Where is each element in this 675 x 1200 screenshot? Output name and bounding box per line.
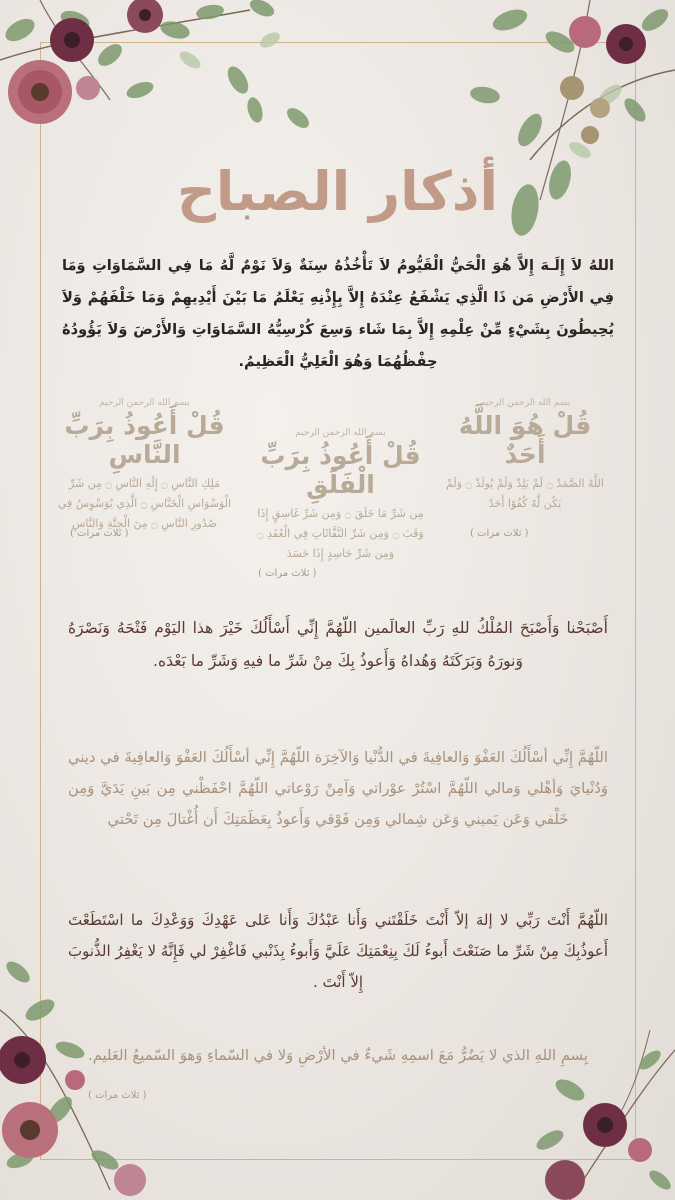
- surah-falaq-heading: قُلْ أَعُوذُ بِرَبِّ الْفَلَقِ: [260, 441, 421, 499]
- surah-falaq-block: [248, 428, 433, 564]
- surah-ikhlas-count: ( ثلاث مرات ): [470, 528, 529, 539]
- ayat-al-kursi-text: اللهُ لاَ إِلَـهَ إِلاَّ هُوَ الْحَيُّ الْقَيُّومُ لاَ تَأْخُذُهُ سِنَةٌ وَلاَ نَوْمٌ لَّهُ مَا فِي السَّمَاوَاتِ وَمَا فِي الأَرْضِ مَن ذَا الَّذِي يَشْفَعُ عِنْدَهُ إِلاَّ بِإِذْنِهِ يَعْلَمُ مَا بَيْنَ أَيْدِيهِمْ وَمَا خَلْفَهُمْ وَلاَ يُحِيطُونَ بِشَيْءٍ مِّنْ عِلْمِهِ إِلاَّ بِمَا شَاء وَسِعَ كُرْسِيُّهُ السَّمَاوَاتِ وَالأَرْضَ وَلاَ يَؤُودُهُ حِفْظُهُمَا وَهُوَ الْعَلِيُّ الْعَظِيمُ.: [62, 257, 614, 370]
- dua-sayyid-istighfar-text: اللّهُمَّ أَنْتَ رَبِّي لا إلهَ إلاّ أَنْتَ خَلَقْتَني وَأَنا عَبْدُكَ وَأَنا عَلى عَهْدِكَ وَوَعْدِكَ ما اسْتَطَعْتَ أَعوذُبِكَ مِنْ شَرِّ ما صَنَعْتَ أَبوءُ لَكَ بِنِعْمَتِكَ عَلَيَّ وَأَبوءُ بِذَنْبي فَاغْفِرْ لي فَإِنَّهُ لا يَغْفِرُ الذُّنوبَ إِلاّ أَنْتَ .: [68, 911, 608, 991]
- surah-falaq-verses: مِن شَرِّ مَا خَلَقَ ۝ وَمِن شَرِّ غَاسِقٍ إِذَا وَقَبَ ۝ وَمِن شَرِّ النَّفَّاثَاتِ فِي الْعُقَدِ ۝ وَمِن شَرِّ حَاسِدٍ إِذَا حَسَدَ: [257, 506, 424, 560]
- surah-nas-heading: قُلْ أَعُوذُ بِرَبِّ النَّاسِ: [64, 411, 225, 469]
- dua-bismillah-text: بِسمِ اللهِ الذي لا يَضُرُّ مَعَ اسمِهِ شَيءٌ في الأرْضِ وَلا في السّماءِ وَهوَ السّميعُ العَليم.: [88, 1047, 588, 1064]
- dua-afiya-text: اللّهُمَّ إِنِّي أسْأَلُكَ العَفْوَ وَالعافِيةَ في الدُّنْيا وَالآخِرَة اللّهُمَّ إِنِّي أسْأَلُكَ العَفْوَ وَالعافِيةَ في ديني وَدُنْيايَ وَأهْلي وَمالي اللّهُمَّ اسْتُرْ عوْراتي وَآمِنْ رَوْعاتي اللّهُمَّ احْفَظْني مِن بَينِ يَدَيَّ وَمِن خَلْفي وَعَن يَميني وَعَن شِمالي وَمِن فَوْقي وَأَعوذُ بِعَظَمَتِكَ أَن أُغْتالَ مِن تَحْتي: [68, 749, 608, 828]
- surah-falaq-basmala: بسم الله الرحمن الرحيم: [295, 428, 386, 438]
- surah-nas-block: [52, 398, 237, 534]
- surah-nas-basmala: بسم الله الرحمن الرحيم: [99, 398, 190, 408]
- surah-ikhlas-block: [445, 398, 605, 514]
- dua-bismillah-count: ( ثلاث مرات ): [88, 1090, 147, 1101]
- surah-ikhlas-basmala: بسم الله الرحمن الرحيم: [479, 398, 571, 408]
- surah-ikhlas-heading: قُلْ هُوَ اللَّهُ أَحَدٌ: [458, 411, 592, 469]
- surah-ikhlas-verses: اللَّهُ الصَّمَدُ ۝ لَمْ يَلِدْ وَلَمْ يُولَدْ ۝ وَلَمْ يَكُن لَّهُ كُفُوًا أَحَدٌ: [446, 476, 604, 510]
- surah-falaq-count: ( ثلاث مرات ): [258, 568, 317, 579]
- surah-nas-verses: مَلِكِ النَّاسِ ۝ إِلَٰهِ النَّاسِ ۝ مِن شَرِّ الْوَسْوَاسِ الْخَنَّاسِ ۝ الَّذِي يُوَسْوِسُ فِي صُدُورِ النَّاسِ ۝ مِنَ الْجِنَّةِ وَالنَّاسِ: [57, 476, 232, 530]
- dua-asbahna-text: أَصْبَحْنا وَأَصْبَحَ المُلْكُ للهِ رَبِّ العالَمين اللّهُمَّ إِنِّي أَسْأَلُكَ خَيْرَ هذا اليَوْم فَتْحَهُ وَنَصْرَهُ وَنورَهُ وَبَرَكَتَهُ وَهُداهُ وَأَعوذُ بِكَ مِنْ شَرِّ ما فيهِ وَشَرِّ ما بَعْدَه.: [68, 619, 608, 670]
- surah-nas-count: ( ثلاث مرات ): [70, 528, 129, 539]
- page-title: أذكار الصباح: [176, 160, 499, 223]
